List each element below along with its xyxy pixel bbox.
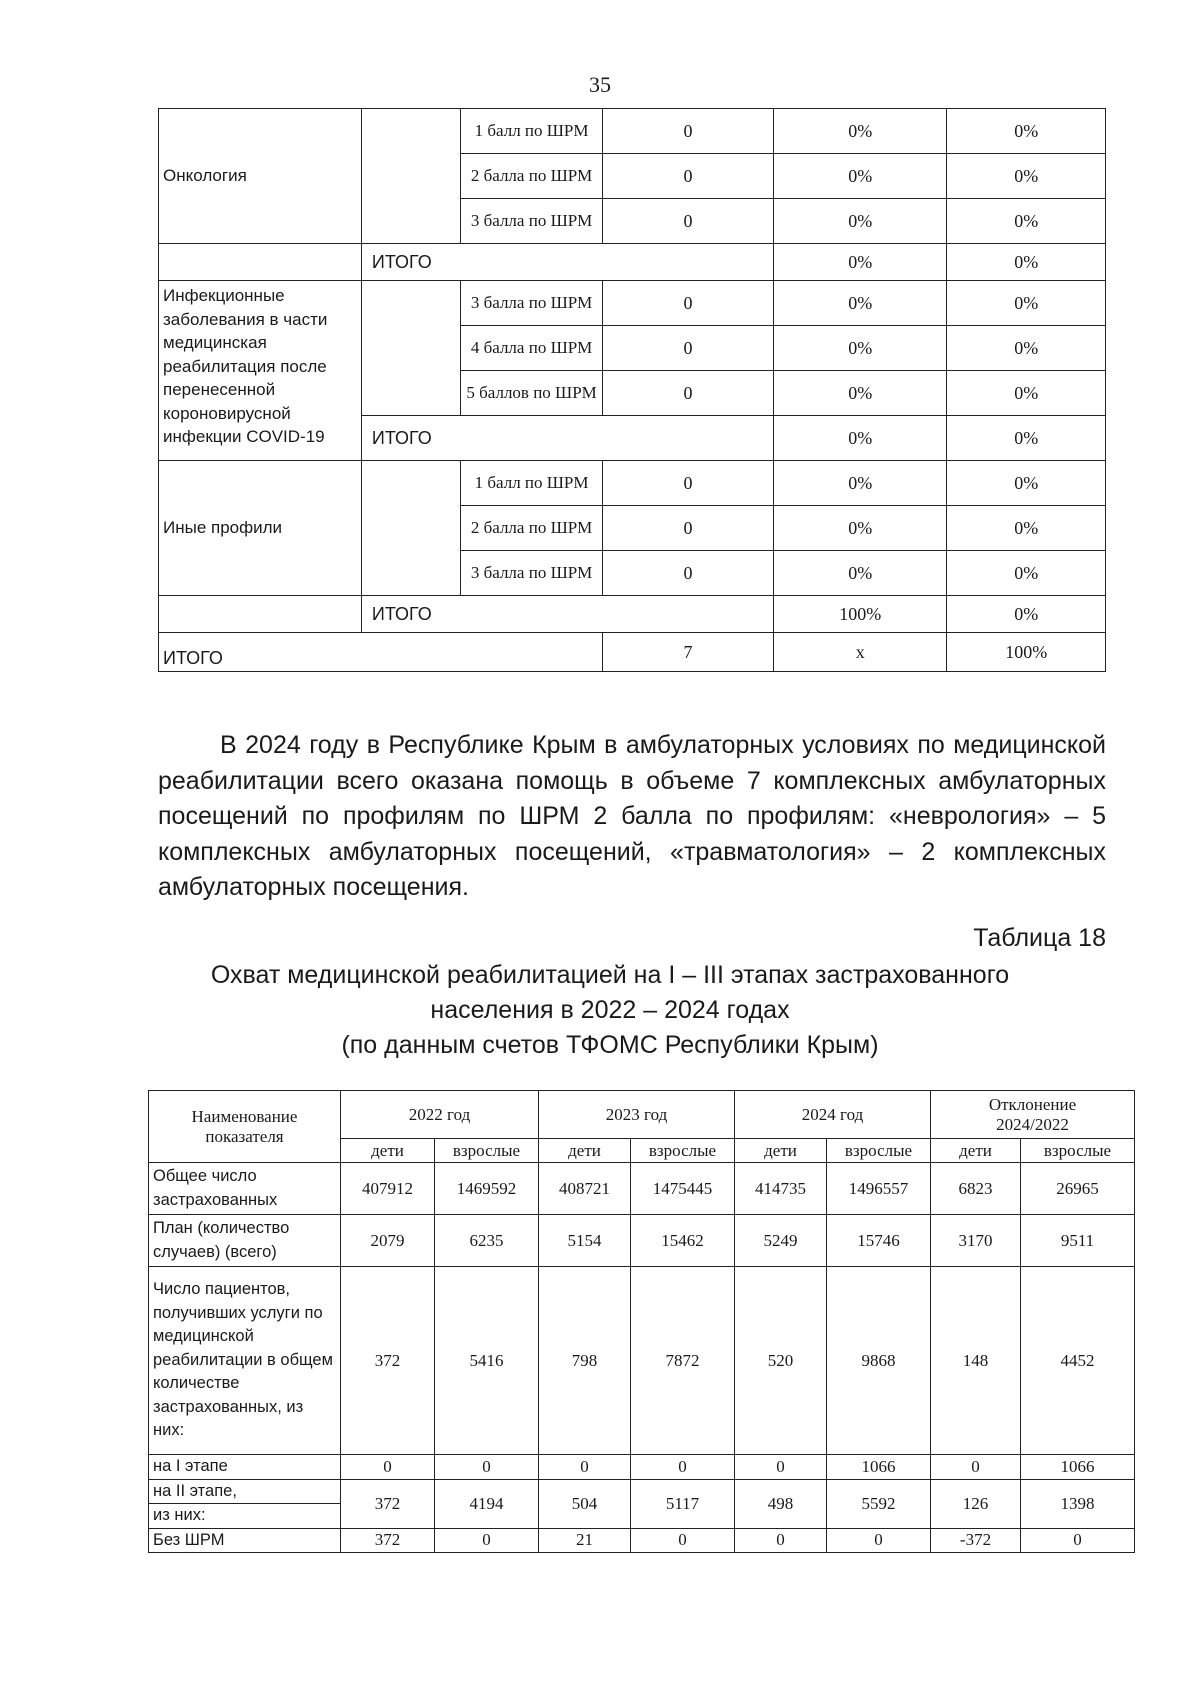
value-cell: 2079 bbox=[341, 1215, 435, 1267]
value-cell: 7872 bbox=[631, 1267, 735, 1455]
paragraph-text: В 2024 году в Республике Крым в амбулаторных условиях по медицинской реабилитации всего оказана помощь в объеме 7 комплексных амбулаторных посещений по профилям по ШРМ 2 балла по профилям: «неврология» – 5 комплексных амбулаторных посещений, «травматология» – 2 комплексных амбулаторных посещения. bbox=[158, 731, 1106, 901]
subheader-cell: взрослые bbox=[435, 1139, 539, 1163]
row-label: Без ШРМ bbox=[149, 1528, 341, 1553]
table-row bbox=[149, 1215, 1135, 1267]
percent-cell: 0% bbox=[947, 416, 1106, 461]
value-cell: 414735 bbox=[735, 1163, 827, 1215]
percent-cell: 0% bbox=[947, 506, 1106, 551]
subheader-cell: взрослые bbox=[827, 1139, 931, 1163]
value-cell: 0 bbox=[827, 1528, 931, 1553]
subtotal-row bbox=[159, 596, 1106, 633]
count-cell: 0 bbox=[602, 281, 773, 326]
level-cell: 1 балл по ШРМ bbox=[461, 461, 603, 506]
subheader-cell: дети bbox=[931, 1139, 1021, 1163]
subtotal-label: ИТОГО bbox=[361, 596, 773, 633]
percent-cell: 0% bbox=[774, 109, 947, 154]
percent-cell: 0% bbox=[774, 461, 947, 506]
value-cell: 0 bbox=[735, 1528, 827, 1553]
value-cell: 1469592 bbox=[435, 1163, 539, 1215]
percent-cell: 0% bbox=[947, 326, 1106, 371]
count-cell: 0 bbox=[602, 109, 773, 154]
percent-cell: 0% bbox=[947, 281, 1106, 326]
percent-cell: 0% bbox=[774, 244, 947, 281]
profile-label: Онкология bbox=[159, 109, 362, 244]
value-cell: 9868 bbox=[827, 1267, 931, 1455]
percent-cell: 0% bbox=[947, 109, 1106, 154]
table-row bbox=[149, 1455, 1135, 1480]
total-row bbox=[159, 633, 1106, 672]
value-cell: 498 bbox=[735, 1479, 827, 1528]
profile-label: Иные профили bbox=[159, 461, 362, 596]
row-label: на II этапе, bbox=[149, 1479, 341, 1504]
value-cell: 0 bbox=[435, 1455, 539, 1480]
percent-cell: 100% bbox=[774, 596, 947, 633]
subtotal-label: ИТОГО bbox=[361, 244, 773, 281]
value-cell: 0 bbox=[631, 1455, 735, 1480]
value-cell: 9511 bbox=[1021, 1215, 1135, 1267]
row-label: Число пациентов, получивших услуги по медицинской реабилитации в общем количестве застрахованных, из них: bbox=[149, 1267, 341, 1455]
table-title-line: населения в 2022 – 2024 годах bbox=[430, 996, 790, 1024]
percent-cell: 0% bbox=[947, 371, 1106, 416]
value-cell: 4194 bbox=[435, 1479, 539, 1528]
percent-cell: 0% bbox=[774, 326, 947, 371]
table-row bbox=[149, 1528, 1135, 1553]
percent-cell: 0% bbox=[947, 154, 1106, 199]
value-cell: 798 bbox=[539, 1267, 631, 1455]
value-cell: 372 bbox=[341, 1267, 435, 1455]
value-cell: 372 bbox=[341, 1479, 435, 1528]
header-year: 2023 год bbox=[539, 1091, 735, 1139]
value-cell: 0 bbox=[931, 1455, 1021, 1480]
row-label: План (количество случаев) (всего) bbox=[149, 1215, 341, 1267]
header-year: 2022 год bbox=[341, 1091, 539, 1139]
subtotal-label: ИТОГО bbox=[361, 416, 773, 461]
value-cell: 6235 bbox=[435, 1215, 539, 1267]
value-cell: 1066 bbox=[1021, 1455, 1135, 1480]
count-cell: 7 bbox=[602, 633, 773, 672]
value-cell: 0 bbox=[341, 1455, 435, 1480]
level-cell: 3 балла по ШРМ bbox=[461, 199, 603, 244]
value-cell: 1398 bbox=[1021, 1479, 1135, 1528]
row-label: Общее число застрахованных bbox=[149, 1163, 341, 1215]
value-cell: 5117 bbox=[631, 1479, 735, 1528]
count-cell: 0 bbox=[602, 461, 773, 506]
header-name: Наименование показателя bbox=[149, 1091, 341, 1163]
level-cell: 2 балла по ШРМ bbox=[461, 154, 603, 199]
empty-cell bbox=[159, 596, 362, 633]
percent-cell: 0% bbox=[947, 244, 1106, 281]
value-cell: 5592 bbox=[827, 1479, 931, 1528]
percent-cell: 0% bbox=[774, 371, 947, 416]
empty-cell bbox=[361, 461, 460, 596]
row-label: на I этапе bbox=[149, 1455, 341, 1480]
count-cell: 0 bbox=[602, 371, 773, 416]
value-cell: 15746 bbox=[827, 1215, 931, 1267]
value-cell: 1475445 bbox=[631, 1163, 735, 1215]
table-row bbox=[159, 281, 1106, 326]
value-cell: 0 bbox=[539, 1455, 631, 1480]
value-cell: 26965 bbox=[1021, 1163, 1135, 1215]
table-title-line: Охват медицинской реабилитацией на I – III этапах застрахованного bbox=[210, 961, 1010, 989]
percent-cell: 0% bbox=[774, 199, 947, 244]
value-cell: 0 bbox=[1021, 1528, 1135, 1553]
percent-cell: 0% bbox=[774, 416, 947, 461]
table-row bbox=[149, 1267, 1135, 1455]
value-cell: 126 bbox=[931, 1479, 1021, 1528]
count-cell: 0 bbox=[602, 154, 773, 199]
level-cell: 2 балла по ШРМ bbox=[461, 506, 603, 551]
total-label: ИТОГО bbox=[159, 633, 603, 672]
value-cell: 372 bbox=[341, 1528, 435, 1553]
count-cell: 0 bbox=[602, 506, 773, 551]
table-row bbox=[159, 109, 1106, 154]
header-row bbox=[149, 1091, 1135, 1139]
percent-cell: 0% bbox=[947, 596, 1106, 633]
subheader-cell: взрослые bbox=[631, 1139, 735, 1163]
coverage-table bbox=[148, 1090, 1135, 1553]
empty-cell bbox=[361, 281, 460, 416]
subheader-cell: дети bbox=[341, 1139, 435, 1163]
subtotal-row bbox=[159, 244, 1106, 281]
value-cell: 0 bbox=[735, 1455, 827, 1480]
value-cell: 4452 bbox=[1021, 1267, 1135, 1455]
header-year: 2024 год bbox=[735, 1091, 931, 1139]
table-row bbox=[149, 1163, 1135, 1215]
value-cell: 5154 bbox=[539, 1215, 631, 1267]
value-cell: 1496557 bbox=[827, 1163, 931, 1215]
table-number: Таблица 18 bbox=[973, 924, 1106, 952]
percent-cell: 0% bbox=[947, 199, 1106, 244]
percent-cell: 0% bbox=[774, 281, 947, 326]
percent-cell: 0% bbox=[947, 551, 1106, 596]
percent-cell: 0% bbox=[774, 506, 947, 551]
count-cell: 0 bbox=[602, 199, 773, 244]
value-cell: 5249 bbox=[735, 1215, 827, 1267]
table-title-line: (по данным счетов ТФОМС Республики Крым) bbox=[341, 1031, 879, 1059]
value-cell: 0 bbox=[435, 1528, 539, 1553]
value-cell: 0 bbox=[631, 1528, 735, 1553]
value-cell: 15462 bbox=[631, 1215, 735, 1267]
count-cell: 0 bbox=[602, 551, 773, 596]
value-cell: 1066 bbox=[827, 1455, 931, 1480]
value-cell: -372 bbox=[931, 1528, 1021, 1553]
percent-cell: x bbox=[774, 633, 947, 672]
table-title bbox=[200, 958, 1020, 1063]
level-cell: 3 балла по ШРМ bbox=[461, 281, 603, 326]
value-cell: 520 bbox=[735, 1267, 827, 1455]
value-cell: 407912 bbox=[341, 1163, 435, 1215]
empty-cell bbox=[361, 109, 460, 244]
level-cell: 5 баллов по ШРМ bbox=[461, 371, 603, 416]
table-row bbox=[149, 1479, 1135, 1504]
header-deviation: Отклонение 2024/2022 bbox=[931, 1091, 1135, 1139]
percent-cell: 0% bbox=[774, 551, 947, 596]
value-cell: 6823 bbox=[931, 1163, 1021, 1215]
table-row bbox=[159, 461, 1106, 506]
value-cell: 3170 bbox=[931, 1215, 1021, 1267]
value-cell: 21 bbox=[539, 1528, 631, 1553]
level-cell: 3 балла по ШРМ bbox=[461, 551, 603, 596]
value-cell: 504 bbox=[539, 1479, 631, 1528]
level-cell: 4 балла по ШРМ bbox=[461, 326, 603, 371]
count-cell: 0 bbox=[602, 326, 773, 371]
subheader-cell: дети bbox=[735, 1139, 827, 1163]
empty-cell bbox=[159, 244, 362, 281]
body-paragraph bbox=[158, 728, 1106, 906]
level-cell: 1 балл по ШРМ bbox=[461, 109, 603, 154]
profile-label: Инфекционные заболевания в части медицинская реабилитация после перенесенной короновирусной инфекции COVID-19 bbox=[159, 281, 362, 461]
percent-cell: 0% bbox=[774, 154, 947, 199]
subheader-cell: взрослые bbox=[1021, 1139, 1135, 1163]
row-label: из них: bbox=[149, 1504, 341, 1529]
value-cell: 408721 bbox=[539, 1163, 631, 1215]
value-cell: 5416 bbox=[435, 1267, 539, 1455]
percent-cell: 0% bbox=[947, 461, 1106, 506]
rehab-levels-table bbox=[158, 108, 1106, 672]
value-cell: 148 bbox=[931, 1267, 1021, 1455]
percent-cell: 100% bbox=[947, 633, 1106, 672]
page-number: 35 bbox=[589, 72, 611, 97]
subheader-cell: дети bbox=[539, 1139, 631, 1163]
